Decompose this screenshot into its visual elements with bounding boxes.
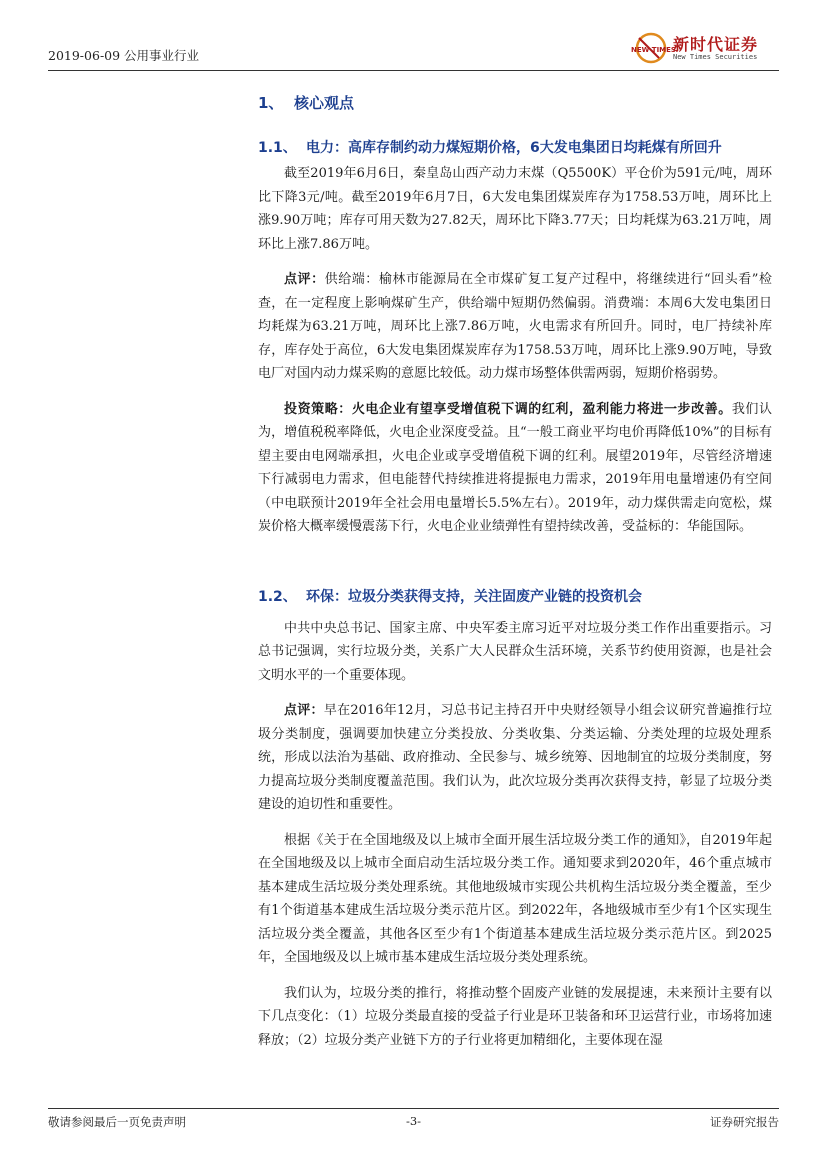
company-logo: [629, 28, 779, 68]
paragraph-lead: 点评：: [284, 703, 324, 718]
header-divider: [48, 70, 779, 71]
logo-subtitle: New Times Securities: [673, 53, 758, 61]
subsection-number: 1.2、: [258, 588, 297, 605]
paragraph-lead: 点评：: [284, 272, 325, 287]
paragraph: 截至2019年6月6日，秦皇岛山西产动力末煤（Q5500K）平仓价为591元/吨，周环比下降3元/吨。截至2019年6月7日，6大发电集团煤炭库存为1758.53万吨，周环比上涨9.90万吨；库存可用天数为27.82天，周环比下降3.77天；日均耗煤为63.21万吨，周环比上涨7.86万吨。: [258, 166, 772, 252]
section-title: 核心观点: [294, 94, 355, 112]
subsection-heading-environment: [258, 583, 772, 611]
paragraph: [258, 268, 772, 386]
footer-report-type: 证券研究报告: [710, 1115, 779, 1129]
paragraph: [258, 699, 772, 817]
logo-name: 新时代证券: [673, 35, 759, 54]
paragraph-text: 我们认为，增值税税率降低，火电企业深度受益。且“一般工商业平均电价再降低10%”的目标有望主要由电网端承担，火电企业或享受增值税下调的红利。展望2019年，尽管经济增速下行减弱电力需求，但电能替代持续推进将提振电力需求，2019年用电量增速仍有空间（中电联预计2019年全社会用电量增长5.5%左右）。2019年，动力煤供需走向宽松，煤炭价格大概率缓慢震荡下行，火电企业业绩弹性有望持续改善，受益标的：华能国际。: [258, 401, 772, 534]
paragraph: [258, 398, 772, 539]
footer-disclaimer: 敬请参阅最后一页免责声明: [48, 1115, 186, 1129]
paragraph: 中共中央总书记、国家主席、中央军委主席习近平对垃圾分类工作作出重要指示。习总书记强调，实行垃圾分类，关系广大人民群众生活环境，关系节约使用资源，也是社会文明水平的一个重要体现。: [258, 620, 772, 683]
paragraph-text: 早在2016年12月，习总书记主持召开中央财经领导小组会议研究普遍推行垃圾分类制度，强调要加快建立分类投放、分类收集、分类运输、分类处理的垃圾处理系统，形成以法治为基础、政府推动、全民参与、城乡统筹、因地制宜的垃圾分类制度，努力提高垃圾分类制度覆盖范围。我们认为，此次垃圾分类再次获得支持，彰显了垃圾分类建设的迫切性和重要性。: [258, 703, 772, 812]
subsection-title: 电力：高库存制约动力煤短期价格，6大发电集团日均耗煤有所回升: [306, 140, 722, 156]
section-heading: [258, 88, 772, 118]
logo-mark-text: NEW TIMES: [631, 46, 676, 54]
header-date-sector: 2019-06-09 公用事业行业: [48, 48, 200, 63]
section-number: 1、: [258, 94, 284, 112]
subsection-number: 1.1、: [258, 140, 297, 156]
paragraph-lead: 投资策略：火电企业有望享受增值税下调的红利，盈利能力将进一步改善。: [284, 401, 732, 417]
subsection-heading-power: [258, 134, 772, 162]
paragraph: 我们认为，垃圾分类的推行，将推动整个固废产业链的发展提速，未来预计主要有以下几点变化：（1）垃圾分类最直接的受益子行业是环卫装备和环卫运营行业，市场将加速释放；（2）垃圾分类产业链下方的子行业将更加精细化，主要体现在湿: [258, 985, 772, 1048]
footer-divider: [48, 1108, 779, 1109]
paragraph-text: 供给端：榆林市能源局在全市煤矿复工复产过程中，将继续进行“回头看”检查，在一定程度上影响煤矿生产，供给端中短期仍然偏弱。消费端：本周6大发电集团日均耗煤为63.21万吨，周环比上涨7.86万吨，火电需求有所回升。同时，电厂持续补库存，库存处于高位，6大发电集团煤炭库存为1758.53万吨，周环比上涨9.90万吨，导致电厂对国内动力煤采购的意愿比较低。动力煤市场整体供需两弱，短期价格弱势。: [258, 272, 772, 381]
main-content: [258, 88, 772, 1052]
page-number: -3-: [405, 1114, 422, 1128]
logo-mark-icon: [629, 30, 676, 66]
subsection-title: 环保：垃圾分类获得支持，关注固废产业链的投资机会: [306, 588, 642, 605]
paragraph: 根据《关于在全国地级及以上城市全面开展生活垃圾分类工作的通知》，自2019年起在全国地级及以上城市全面启动生活垃圾分类工作。通知要求到2020年，46个重点城市基本建成生活垃圾分类处理系统。其他地级城市实现公共机构生活垃圾分类全覆盖，至少有1个街道基本建成生活垃圾分类示范片区。到2022年，各地级城市至少有1个区实现生活垃圾分类全覆盖，其他各区至少有1个街道基本建成生活垃圾分类示范片区。到2025年，全国地级及以上城市基本建成生活垃圾分类处理系统。: [258, 832, 772, 965]
page-header: [48, 28, 779, 70]
